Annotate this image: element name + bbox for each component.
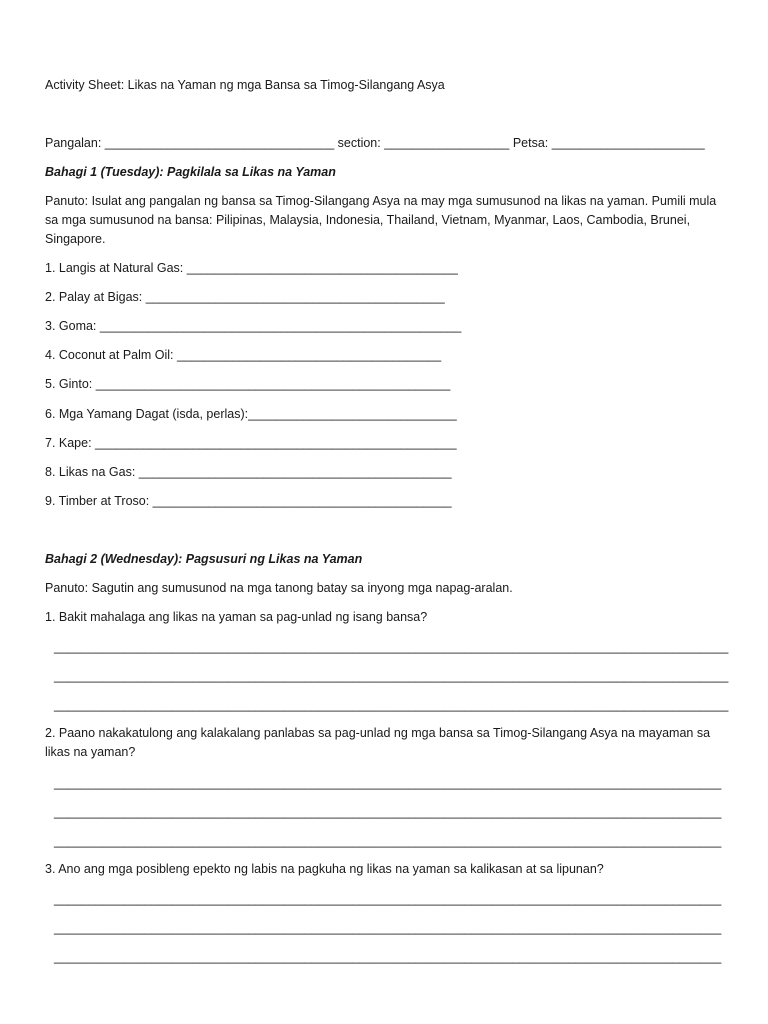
answer-line[interactable]: ________________________________________________________________________________________________ bbox=[54, 805, 722, 819]
info-line: Pangalan: _________________________________ section: __________________ Petsa: ______________________ bbox=[45, 136, 705, 150]
part1-item-9: 9. Timber at Troso: ___________________________________________ bbox=[45, 494, 452, 508]
part1-instructions: Panuto: Isulat ang pangalan ng bansa sa Timog-Silangang Asya na may mga sumusunod na likas na yaman. Pumili mula sa mga sumusunod na bansa: Pilipinas, Malaysia, Indonesia, Thailand, Vietnam, Myanmar, Laos, Cambodia, Brunei, Singapore. bbox=[45, 194, 717, 246]
question-3: 3. Ano ang mga posibleng epekto ng labis na pagkuha ng likas na yaman sa kalikasan at sa lipunan? bbox=[45, 862, 604, 876]
part1-item-6: 6. Mga Yamang Dagat (isda, perlas):______________________________ bbox=[45, 407, 457, 421]
part1-item-5: 5. Ginto: ___________________________________________________ bbox=[45, 377, 451, 391]
answer-line[interactable]: ________________________________________________________________________________________________ bbox=[54, 892, 722, 906]
answer-line[interactable]: ________________________________________________________________________________________________ bbox=[54, 776, 722, 790]
answer-line[interactable]: _________________________________________________________________________________________________ bbox=[54, 640, 729, 654]
part1-item-8: 8. Likas na Gas: _____________________________________________ bbox=[45, 465, 452, 479]
part1-heading: Bahagi 1 (Tuesday): Pagkilala sa Likas na Yaman bbox=[45, 165, 336, 179]
part1-item-3: 3. Goma: ____________________________________________________ bbox=[45, 319, 462, 333]
part1-item-7: 7. Kape: ____________________________________________________ bbox=[45, 436, 457, 450]
answer-line[interactable]: ________________________________________________________________________________________________ bbox=[54, 950, 722, 964]
answer-line[interactable]: ________________________________________________________________________________________________ bbox=[54, 834, 722, 848]
document-title: Activity Sheet: Likas na Yaman ng mga Bansa sa Timog-Silangang Asya bbox=[45, 78, 445, 92]
answer-line[interactable]: ________________________________________________________________________________________________ bbox=[54, 921, 722, 935]
part1-item-2: 2. Palay at Bigas: ___________________________________________ bbox=[45, 290, 445, 304]
part2-instructions: Panuto: Sagutin ang sumusunod na mga tanong batay sa inyong mga napag-aralan. bbox=[45, 581, 513, 595]
answer-line[interactable]: _________________________________________________________________________________________________ bbox=[54, 669, 729, 683]
question-2: 2. Paano nakakatulong ang kalakalang panlabas sa pag-unlad ng mga bansa sa Timog-Silangang Asya na mayaman sa likas na yaman? bbox=[45, 726, 711, 759]
part1-item-1: 1. Langis at Natural Gas: _______________________________________ bbox=[45, 261, 458, 275]
answer-line[interactable]: _________________________________________________________________________________________________ bbox=[54, 698, 729, 712]
part2-heading: Bahagi 2 (Wednesday): Pagsusuri ng Likas na Yaman bbox=[45, 552, 363, 566]
question-1: 1. Bakit mahalaga ang likas na yaman sa pag-unlad ng isang bansa? bbox=[45, 610, 428, 624]
part1-item-4: 4. Coconut at Palm Oil: ______________________________________ bbox=[45, 348, 442, 362]
